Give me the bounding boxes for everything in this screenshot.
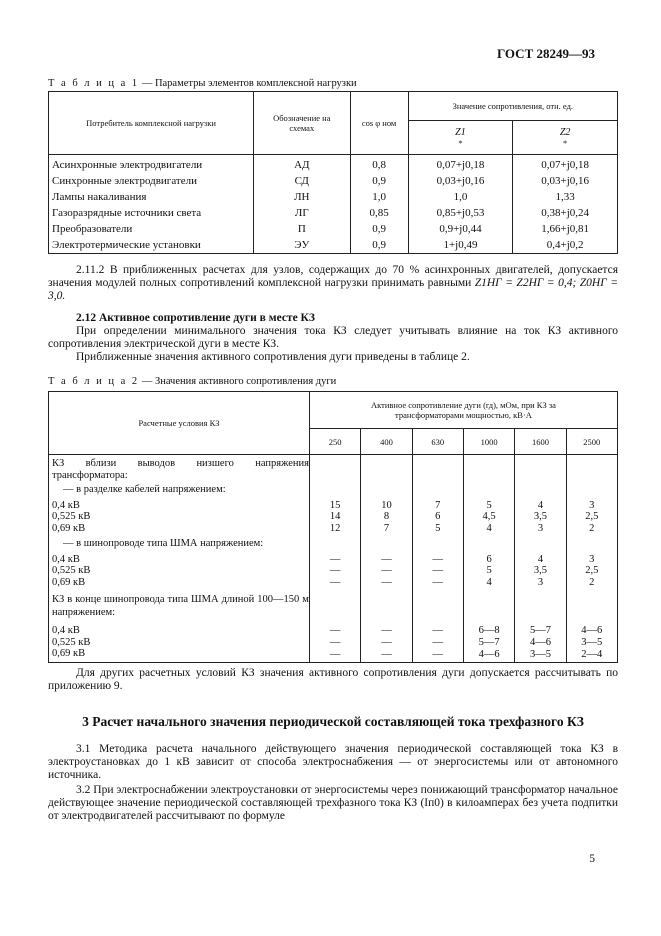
- t2-cell: 3—5: [515, 648, 566, 662]
- t1-cell: 0,03+j0,16: [408, 173, 513, 189]
- t1-cell: 0,9+j0,44: [408, 221, 513, 237]
- t2-voltage: 0,525 кВ: [49, 565, 310, 577]
- t1-col-designation: Обозначение на схемах: [254, 92, 350, 155]
- table-row: [49, 189, 618, 205]
- t2-group2-title: КЗ в конце шинопровода типа ШМА длиной 100—150 м напряжением:: [49, 588, 310, 625]
- t2-cell: —: [412, 577, 463, 589]
- t2-cell: —: [412, 554, 463, 566]
- standard-header: ГОСТ 28249—93: [496, 46, 595, 61]
- t2-cell: 4—6: [515, 637, 566, 649]
- t2-cell: 5: [412, 523, 463, 535]
- t2-cell: 4: [463, 577, 514, 589]
- t2-cell: 2—4: [566, 648, 617, 662]
- paragraph-2-12-2: Приближенные значения активного сопротивления дуги приведены в таблице 2.: [76, 351, 470, 363]
- table-row: [49, 511, 618, 523]
- t1-cell: Газоразрядные источники света: [49, 205, 254, 221]
- t2-voltage: 0,525 кВ: [49, 511, 310, 523]
- t2-cell: 2,5: [566, 565, 617, 577]
- t2-voltage: 0,4 кВ: [49, 625, 310, 637]
- table-row: [49, 577, 618, 589]
- page-number: 5: [589, 853, 595, 865]
- table2: [48, 391, 618, 663]
- table1: [48, 91, 618, 254]
- t2-group-title: КЗ вблизи выводов низшего напряжения трансформатора:: [49, 455, 310, 482]
- table-row: [49, 534, 618, 554]
- table-row: [49, 205, 618, 221]
- t1-cell: 1,0: [350, 189, 408, 205]
- t1-cell: АД: [254, 155, 350, 174]
- t2-cell: —: [412, 637, 463, 649]
- t1-cell: 0,38+j0,24: [513, 205, 618, 221]
- section-2-12-title: 2.12 Активное сопротивление дуги в месте КЗ: [76, 312, 315, 324]
- t2-cell: —: [309, 637, 360, 649]
- t2-cell: 7: [412, 500, 463, 512]
- t2-cell: 8: [361, 511, 412, 523]
- t2-cell: —: [361, 625, 412, 637]
- t2-cell: —: [361, 637, 412, 649]
- t1-cell: 0,85+j0,53: [408, 205, 513, 221]
- t2-voltage: 0,69 кВ: [49, 577, 310, 589]
- t1-cell: 1,66+j0,81: [513, 221, 618, 237]
- table2-caption-prefix: Т а б л и ц а 2: [48, 376, 140, 387]
- t1-cell: ЭУ: [254, 237, 350, 254]
- t1-cell: Преобразователи: [49, 221, 254, 237]
- t1-cell: 1,0: [408, 189, 513, 205]
- t2-cell: 15: [309, 500, 360, 512]
- t1-cell: 1+j0,49: [408, 237, 513, 254]
- t2-cell: —: [361, 565, 412, 577]
- table-row: [49, 588, 618, 625]
- t2-cell: 4: [463, 523, 514, 535]
- t1-cell: 0,07+j0,18: [513, 155, 618, 174]
- t2-cell: 14: [309, 511, 360, 523]
- t2-cell: 3: [515, 577, 566, 589]
- t2-cell: 3,5: [515, 511, 566, 523]
- t2-cell: 6: [463, 554, 514, 566]
- t2-voltage: 0,69 кВ: [49, 648, 310, 662]
- t1-cell: ЛГ: [254, 205, 350, 221]
- t2-cell: 3—5: [566, 637, 617, 649]
- table-row: [49, 237, 618, 254]
- t2-cell: —: [361, 554, 412, 566]
- t2-col-resistance: Активное сопротивление дуги (rд), мОм, при КЗ за трансформаторами мощностью, кВ·А: [309, 392, 617, 429]
- t1-col-consumer: Потребитель комплексной нагрузки: [49, 92, 254, 155]
- t2-voltage: 0,4 кВ: [49, 500, 310, 512]
- t1-col-cos: cos φ ном: [350, 92, 408, 155]
- table1-caption: [48, 78, 357, 89]
- t1-col-resistance: Значение сопротивления, отн. ед.: [408, 92, 617, 121]
- table1-caption-prefix: Т а б л и ц а 1: [48, 78, 140, 89]
- t2-cell: 5—7: [463, 637, 514, 649]
- t1-cell: 0,9: [350, 173, 408, 189]
- t2-cell: 3: [566, 500, 617, 512]
- t1-cell: Лампы накаливания: [49, 189, 254, 205]
- t1-cell: 1,33: [513, 189, 618, 205]
- t2-cell: —: [309, 554, 360, 566]
- t1-cell: Синхронные электродвигатели: [49, 173, 254, 189]
- t1-cell: 0,85: [350, 205, 408, 221]
- t2-cell: 3,5: [515, 565, 566, 577]
- table-row: [49, 481, 618, 500]
- t2-cell: —: [361, 577, 412, 589]
- t2-subgroup: — в разделке кабелей напряжением:: [49, 481, 310, 500]
- paragraph-2-12-1: При определении минимального значения тока КЗ следует учитывать влияние на ток КЗ активного сопротивления электрической дуги в месте КЗ.: [48, 325, 618, 350]
- t1-cell: 0,07+j0,18: [408, 155, 513, 174]
- t2-power: 250: [309, 429, 360, 455]
- table1-caption-text: — Параметры элементов комплексной нагрузки: [139, 78, 357, 89]
- t1-cell: 0,9: [350, 221, 408, 237]
- t1-col-z1: Z1 *: [408, 121, 513, 155]
- table2-caption: [48, 376, 336, 387]
- table-row: [49, 173, 618, 189]
- t1-cell: 0,03+j0,16: [513, 173, 618, 189]
- t1-cell: Электротермические установки: [49, 237, 254, 254]
- t1-cell: Асинхронные электродвигатели: [49, 155, 254, 174]
- t2-cell: 5—7: [515, 625, 566, 637]
- t2-cell: —: [309, 625, 360, 637]
- t2-cell: 4,5: [463, 511, 514, 523]
- t2-cell: 4—6: [566, 625, 617, 637]
- table-row: [49, 565, 618, 577]
- paragraph-after-table2: Для других расчетных условий КЗ значения активного сопротивления дуги допускается рассчитывать по приложению 9.: [48, 667, 618, 692]
- t2-power: 1000: [463, 429, 514, 455]
- t2-cell: 5: [463, 500, 514, 512]
- t2-cell: 4: [515, 500, 566, 512]
- t2-cell: 10: [361, 500, 412, 512]
- paragraph-3-2: 3.2 При электроснабжении электроустановки от энергосистемы через понижающий трансформатор начальное действующее значение периодической составляющей трехфазного тока КЗ (Iп0) в килоамперах без учета подпитки от электродвигателей рассчитывают по формуле: [48, 784, 618, 822]
- t2-cell: 4: [515, 554, 566, 566]
- table-row: [49, 500, 618, 512]
- t2-power: 400: [361, 429, 412, 455]
- table-row: [49, 637, 618, 649]
- t2-cell: —: [412, 565, 463, 577]
- t2-cell: 4—6: [463, 648, 514, 662]
- t2-col-conditions: Расчетные условия КЗ: [49, 392, 310, 455]
- table2-caption-text: — Значения активного сопротивления дуги: [139, 376, 337, 387]
- t2-cell: —: [361, 648, 412, 662]
- t2-cell: 2: [566, 523, 617, 535]
- t1-col-z2: Z2 *: [513, 121, 618, 155]
- table-row: [49, 455, 618, 482]
- t2-voltage: 0,69 кВ: [49, 523, 310, 535]
- t2-cell: 3: [515, 523, 566, 535]
- t2-cell: —: [412, 625, 463, 637]
- t2-cell: 3: [566, 554, 617, 566]
- t2-voltage: 0,525 кВ: [49, 637, 310, 649]
- t2-cell: —: [412, 648, 463, 662]
- t2-cell: 6—8: [463, 625, 514, 637]
- section-3-title: 3 Расчет начального значения периодической составляющей тока трехфазного КЗ: [82, 714, 584, 729]
- t2-power: 630: [412, 429, 463, 455]
- t2-cell: 7: [361, 523, 412, 535]
- table-row: [49, 625, 618, 637]
- table-row: [49, 554, 618, 566]
- t1-cell: П: [254, 221, 350, 237]
- t2-cell: 2,5: [566, 511, 617, 523]
- t2-cell: 5: [463, 565, 514, 577]
- t2-cell: —: [309, 648, 360, 662]
- t2-subgroup: — в шинопроводе типа ШМА напряжением:: [49, 534, 310, 554]
- t1-cell: СД: [254, 173, 350, 189]
- paragraph-2-11-2: 2.11.2 В приближенных расчетах для узлов, содержащих до 70 % асинхронных двигателей, допускается значения модулей полных сопротивлений комплексной нагрузки принимать равными Z1НГ = Z2НГ = 0,4; Z0НГ = 3,0.: [48, 264, 619, 302]
- paragraph-3-1: 3.1 Методика расчета начального действующего значения периодической составляющей тока КЗ в электроустановках до 1 кВ зависит от способа электроснабжения — от энергосистемы или от автономного источника.: [48, 743, 618, 781]
- table-row: [49, 523, 618, 535]
- t2-cell: 2: [566, 577, 617, 589]
- table-row: [49, 221, 618, 237]
- t1-cell: 0,4+j0,2: [513, 237, 618, 254]
- t2-power: 2500: [566, 429, 617, 455]
- t1-cell: ЛН: [254, 189, 350, 205]
- t1-cell: 0,9: [350, 237, 408, 254]
- formula-z-load: Z1НГ = Z2НГ = 0,4; Z0НГ = 3,0.: [48, 277, 619, 302]
- table-row: [49, 155, 618, 174]
- t2-cell: —: [309, 565, 360, 577]
- table-row: [49, 648, 618, 662]
- t2-cell: —: [309, 577, 360, 589]
- t2-cell: 12: [309, 523, 360, 535]
- t2-cell: 6: [412, 511, 463, 523]
- t2-power: 1600: [515, 429, 566, 455]
- t2-voltage: 0,4 кВ: [49, 554, 310, 566]
- t1-cell: 0,8: [350, 155, 408, 174]
